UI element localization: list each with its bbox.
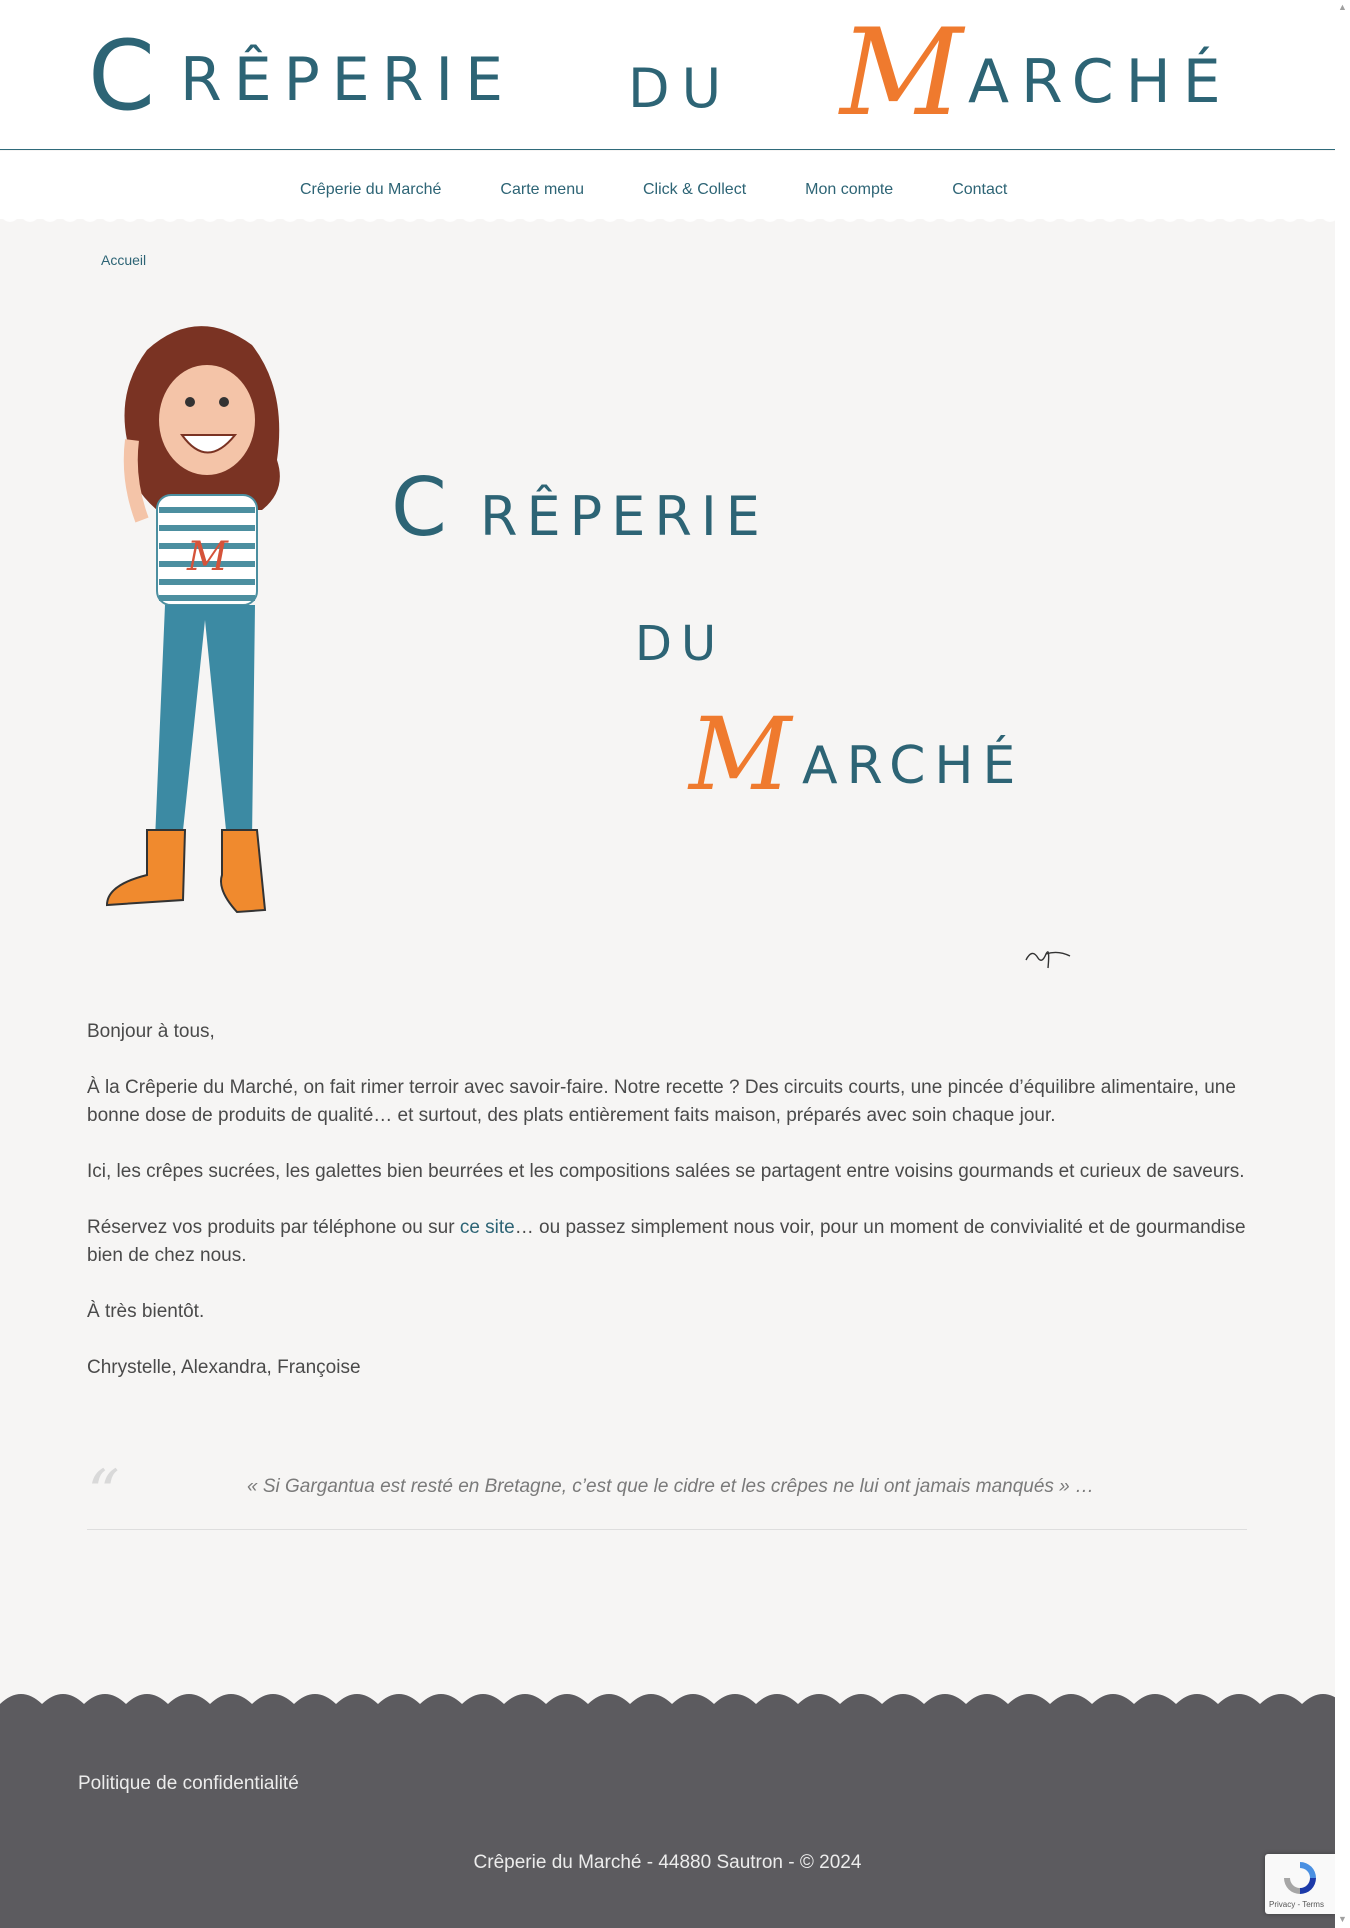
scallop-divider-top xyxy=(0,210,1335,228)
recaptcha-icon xyxy=(1280,1858,1320,1898)
main-navigation xyxy=(0,151,1335,219)
privacy-policy-link[interactable]: Politique de confidentialité xyxy=(78,1773,299,1794)
recaptcha-terms[interactable]: Privacy - Terms xyxy=(1269,1900,1324,1909)
quote-mark-icon: “ xyxy=(87,1457,120,1531)
hero-word-creperie: RÊPERIE xyxy=(480,485,769,548)
logo-word-marche: ARCHÉ xyxy=(968,47,1233,117)
site-header xyxy=(0,0,1335,150)
signature-text: Chrystelle, Alexandra, Françoise xyxy=(87,1357,361,1378)
scroll-down-icon[interactable]: ▼ xyxy=(1338,1914,1347,1924)
hero-illustration xyxy=(87,310,1127,950)
mascot-illustration xyxy=(87,320,347,960)
site-link[interactable]: ce site xyxy=(459,1217,515,1238)
intro-text xyxy=(87,1018,1247,1410)
hero-letter-c: C xyxy=(391,461,456,554)
closing-text: À très bientôt. xyxy=(87,1301,205,1322)
paragraph-terroir: À la Crêperie du Marché, on fait rimer terroir avec savoir-faire. Notre recette ? Des circuits courts, une pincée d’équilibre alimentaire, une bonne dose de produits de qualité… et surtout, des plats entièrement faits maison, préparés avec soin chaque jour. xyxy=(87,1077,1236,1126)
logo-letter-m: M xyxy=(840,4,963,143)
artist-signature xyxy=(1024,940,1074,970)
hero-word-marche: ARCHÉ xyxy=(802,736,1025,796)
greeting-text: Bonjour à tous, xyxy=(87,1021,215,1042)
nav-item-creperie[interactable]: Crêperie du Marché xyxy=(300,181,442,198)
nav-item-carte-menu[interactable]: Carte menu xyxy=(500,181,584,198)
scrollbar[interactable] xyxy=(1335,0,1350,1928)
site-logo[interactable] xyxy=(88,4,1258,143)
site-footer xyxy=(0,1705,1335,1928)
paragraph-reservation: Réservez vos produits par téléphone ou sur ce site… ou passez simplement nous voir, pour un moment de convivialité et de gourmandise bien de chez nous. xyxy=(87,1217,1246,1266)
quote-text: « Si Gargantua est resté en Bretagne, c’est que le cidre et les crêpes ne lui ont jamais manqués » … xyxy=(247,1476,1095,1497)
svg-text:M: M xyxy=(187,534,228,580)
hero-letter-m: M xyxy=(689,696,792,813)
nav-item-mon-compte[interactable]: Mon compte xyxy=(805,181,894,198)
hero-word-du: DU xyxy=(635,616,726,672)
footer-copyright: Crêperie du Marché - 44880 Sautron - © 2024 xyxy=(473,1852,862,1873)
logo-letter-c: C xyxy=(88,20,168,132)
breadcrumb-home[interactable]: Accueil xyxy=(101,252,147,268)
logo-word-creperie: RÊPERIE xyxy=(180,45,515,115)
recaptcha-badge[interactable] xyxy=(1265,1854,1335,1914)
logo-word-du: DU xyxy=(628,57,734,120)
nav-item-contact[interactable]: Contact xyxy=(952,181,1008,198)
nav-item-click-collect[interactable]: Click & Collect xyxy=(643,181,747,198)
quote-block xyxy=(87,1457,1247,1531)
scallop-divider-bottom xyxy=(0,1690,1335,1712)
paragraph-crepes: Ici, les crêpes sucrées, les galettes bien beurrées et les compositions salées se partagent entre voisins gourmands et curieux de saveurs. xyxy=(87,1161,1245,1182)
scroll-up-icon[interactable]: ▲ xyxy=(1338,2,1347,12)
